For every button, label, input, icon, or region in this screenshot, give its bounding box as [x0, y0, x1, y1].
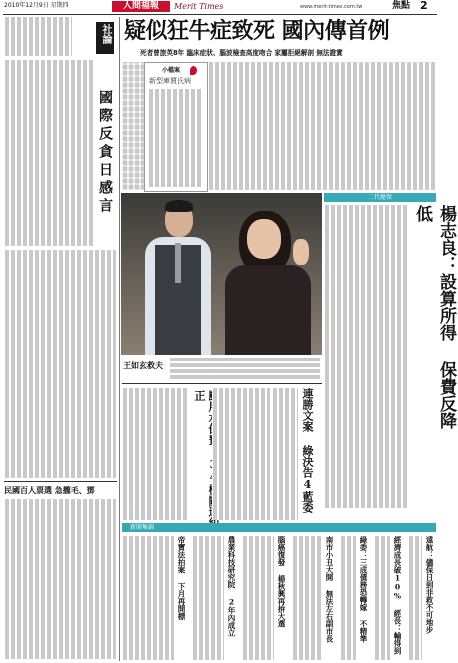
lead-headline: 疑似狂牛症致死 國內傳首例: [124, 18, 390, 44]
editorial-rule: [4, 481, 117, 482]
sidebar-icon: [190, 66, 197, 75]
bottom-left-body: [4, 499, 116, 659]
editorial-body-2: [4, 250, 116, 478]
editorial-body-top: [4, 17, 72, 56]
photo-woman-face: [247, 219, 281, 259]
brief-headline: 經濟成長破10% 經長：輸得到: [393, 536, 402, 655]
middle-story-1-body-b: [212, 388, 270, 520]
lead-body-2: [208, 62, 436, 190]
website: www.merit-times.com.tw: [300, 4, 363, 10]
news-brief-bar-label: 新聞集錦: [130, 524, 155, 531]
brief-headline: 南市小丑大開 無法左右副市長: [325, 536, 334, 643]
brief-body: [374, 536, 390, 660]
page-number: 2: [420, 0, 428, 12]
editorial-tag: [96, 22, 114, 54]
right-story-body: [324, 205, 408, 508]
lead-subheadline: 死者曾旅英8年 臨床症狀、腦波檢查高度吻合 家屬拒絕解剖 無法證實: [140, 49, 343, 57]
editorial-title: 國際反貪日感言: [97, 90, 113, 216]
brief-headline: 農業科技研究院 2年內成立: [227, 536, 236, 637]
brief-body: [292, 536, 322, 660]
photo-caption-text: [170, 358, 320, 380]
photo-caption-name: 王如玄救夫: [123, 360, 163, 370]
brief-body: [408, 536, 422, 660]
brief-headline: 遠航：儘保日到非救不可地步: [425, 536, 434, 634]
masthead: [0, 0, 440, 14]
brief-headline: 腦癌復發 楊秋興再拚大選: [277, 536, 286, 628]
middle-story-1-body-a: [122, 388, 188, 520]
brief-body: [122, 536, 174, 660]
photo-woman-hand: [293, 239, 309, 265]
brief-headline: 帝寶法拍案 下月再開標: [177, 536, 186, 620]
brief-body: [192, 536, 224, 660]
brief-headline: 綠委：三成債務恐轉嫁 不精準: [359, 536, 368, 643]
middle-story-2-headline: 連勝文案 綠決告4藍委: [301, 388, 314, 513]
sidebar-kicker: 小檔案: [162, 67, 181, 74]
section-name: 焦點: [392, 1, 411, 11]
paper-name-en: Merit Times: [174, 2, 224, 11]
sidebar-box: [144, 62, 208, 192]
middle-story-2-body: [272, 388, 298, 520]
sidebar-body: [148, 89, 203, 187]
masthead-rule: [3, 14, 437, 15]
middle-story-1-headline: 正: [193, 390, 206, 401]
issue-date: 2010年12月9日 星期四: [4, 2, 69, 9]
right-story-kicker: [324, 193, 436, 202]
photo-man-hair: [165, 200, 193, 212]
news-brief-bar: [122, 523, 436, 532]
brief-body: [242, 536, 274, 660]
right-story-headline: 楊志良：設算所得 保費反降低: [412, 205, 456, 429]
paper-name: 人間福報: [122, 1, 159, 11]
bottom-left-headline: 民國百人票選 急攏毛、鄧: [4, 485, 95, 495]
sidebar-title: 新型庫賈氏病: [149, 77, 191, 85]
column-separator: [119, 17, 120, 661]
paper-logo: [112, 1, 170, 12]
news-photo: [121, 193, 322, 355]
right-story-kicker-label: 二代健保: [367, 194, 392, 201]
photo-rule: [122, 383, 322, 384]
photo-woman-body: [225, 265, 311, 355]
editorial-tag-label: 社論: [100, 24, 111, 44]
lead-body-left: [122, 62, 144, 190]
editorial-body-1: [4, 60, 94, 246]
brief-body: [340, 536, 356, 660]
photo-man-tie: [175, 243, 181, 283]
